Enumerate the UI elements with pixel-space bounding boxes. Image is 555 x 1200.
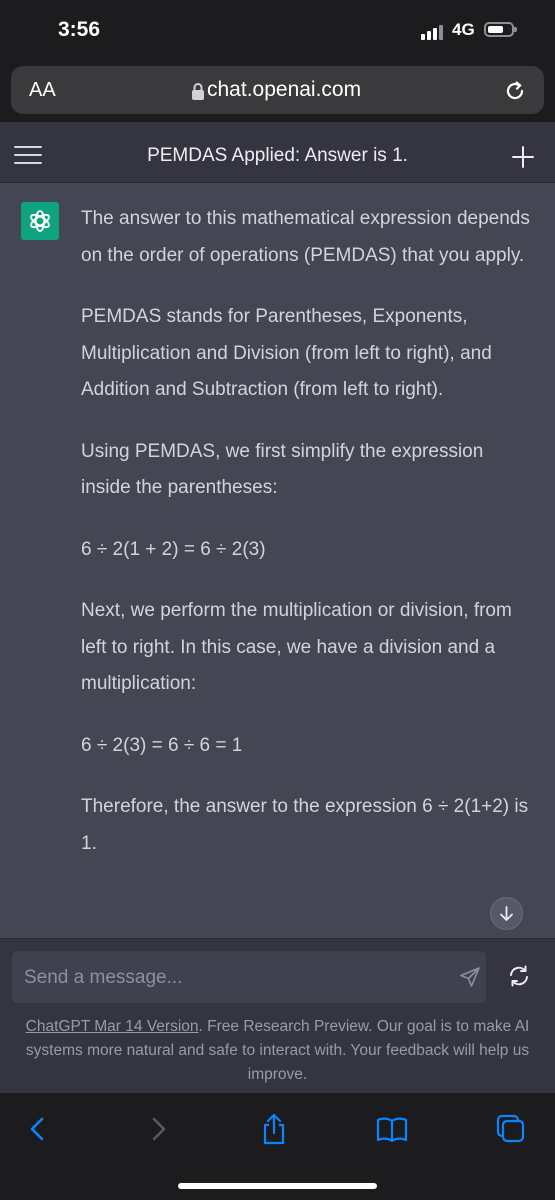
text-size-label: AA: [29, 79, 56, 101]
share-icon[interactable]: [257, 1112, 291, 1146]
forward-icon[interactable]: [141, 1112, 175, 1146]
chatgpt-logo-icon: [21, 202, 59, 240]
message-paragraph: Next, we perform the multiplication or division, from left to right. In this case, we have a division and a multiplication:: [81, 600, 512, 694]
lock-icon: [187, 80, 209, 102]
message-equation: 6 ÷ 2(3) = 6 ÷ 6 = 1: [81, 734, 243, 756]
reload-icon[interactable]: [502, 78, 528, 104]
send-icon[interactable]: [458, 965, 482, 989]
browser-toolbar: [0, 1093, 555, 1200]
browser-address-area: [0, 62, 555, 122]
footer-disclaimer: [12, 1015, 543, 1087]
url-text[interactable]: chat.openai.com: [207, 78, 362, 101]
version-link[interactable]: ChatGPT Mar 14 Version: [25, 1018, 199, 1035]
battery-icon: [484, 22, 514, 37]
scroll-to-bottom-button[interactable]: [490, 897, 523, 930]
network-label: 4G: [452, 20, 475, 39]
plus-icon[interactable]: [510, 144, 536, 170]
bookmarks-icon[interactable]: [375, 1112, 409, 1146]
signal-icon: [421, 24, 445, 40]
assistant-message: [0, 183, 555, 938]
message-equation: 6 ÷ 2(1 + 2) = 6 ÷ 2(3): [81, 538, 266, 560]
status-time: 3:56: [58, 18, 101, 41]
composer: [0, 938, 555, 1094]
message-body: [81, 201, 531, 887]
message-paragraph: PEMDAS stands for Parentheses, Exponents, Multiplication and Division (from left to right), and Addition and Subtraction (from left to right).: [81, 306, 492, 400]
chat-title: PEMDAS Applied: Answer is 1.: [147, 145, 408, 166]
message-paragraph: The answer to this mathematical expression depends on the order of operations (PEMDAS) that you apply.: [81, 208, 530, 266]
regenerate-icon[interactable]: [506, 963, 532, 989]
back-icon[interactable]: [21, 1112, 55, 1146]
home-indicator: [178, 1183, 377, 1189]
chat-header: [0, 122, 555, 183]
message-paragraph: Therefore, the answer to the expression 6 ÷ 2(1+2) is 1.: [81, 796, 529, 854]
tabs-icon[interactable]: [494, 1112, 528, 1146]
message-input[interactable]: [22, 951, 436, 1005]
text-size-button[interactable]: [29, 79, 56, 102]
message-paragraph: Using PEMDAS, we first simplify the expression inside the parentheses:: [81, 440, 484, 498]
footer-text: . Free Research Preview. Our goal is to make AI systems more natural and safe to interact with. Your feedback will help us improve.: [25, 1018, 530, 1083]
status-bar: [0, 0, 555, 62]
arrow-down-icon: [491, 898, 522, 929]
address-bar[interactable]: [11, 66, 544, 114]
message-input-box: [12, 951, 486, 1003]
